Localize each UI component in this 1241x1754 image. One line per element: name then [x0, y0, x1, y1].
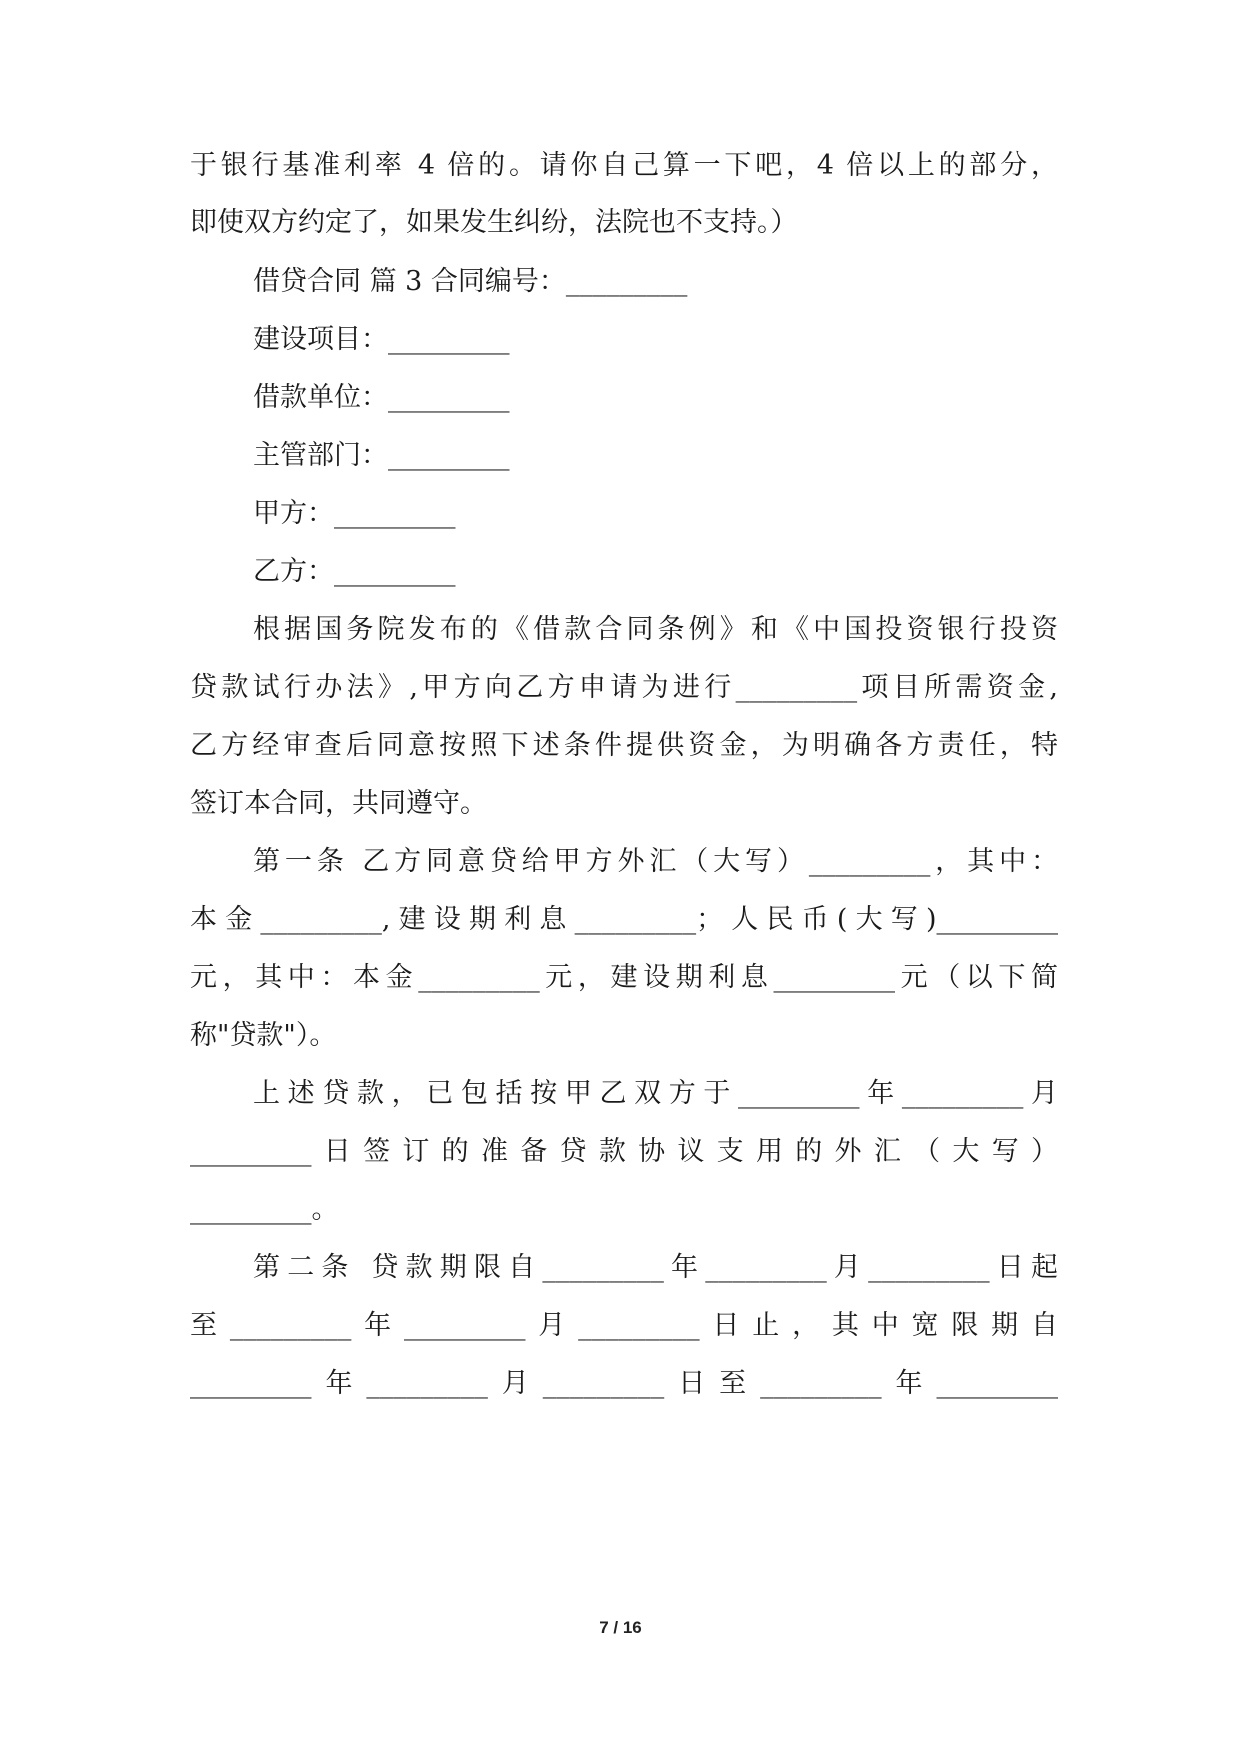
text-line: 即使双方约定了，如果发生纠纷，法院也不支持。） [190, 207, 798, 238]
text-line: 称"贷款"）。 [190, 1020, 337, 1051]
text-line: _________。 [190, 1194, 339, 1225]
field-party-b: 乙方：_________ [253, 556, 456, 587]
field-party-a: 甲方：_________ [253, 498, 456, 529]
text-line: 至_________年_________月_________日止，其中宽限期自 [190, 1310, 1058, 1341]
article-one: 第一条 乙方同意贷给甲方外汇（大写）_________，其中： [253, 846, 1058, 877]
article-two: 第二条 贷款期限自_________年_________月_________日起 [253, 1252, 1058, 1283]
field-construction-project: 建设项目：_________ [253, 324, 510, 355]
field-borrowing-unit: 借款单位：_________ [253, 382, 510, 413]
text-line: 根据国务院发布的《借款合同条例》和《中国投资银行投资 [253, 614, 1058, 645]
text-line: 元，其中：本金_________元，建设期利息_________元（以下简 [190, 962, 1058, 993]
text-line: 上述贷款，已包括按甲乙双方于_________年_________月 [253, 1078, 1058, 1109]
text-line: 本金_________,建设期利息_________；人民币(大写)_________ [190, 904, 1058, 935]
text-line: 签订本合同，共同遵守。 [190, 788, 487, 819]
contract-heading: 借贷合同 篇 3 合同编号：_________ [253, 266, 688, 297]
page-number: 7 / 16 [599, 1618, 642, 1637]
text-line: _________日签订的准备贷款协议支用的外汇（大写） [190, 1136, 1058, 1167]
text-line: _________年_________月_________日至_________年_________ [190, 1368, 1058, 1399]
text-line: 于银行基准利率 4 倍的。请你自己算一下吧，4 倍以上的部分， [190, 150, 1058, 181]
text-line: 贷款试行办法》,甲方向乙方申请为进行_________项目所需资金, [190, 672, 1058, 703]
text-line: 乙方经审查后同意按照下述条件提供资金，为明确各方责任，特 [190, 730, 1058, 761]
field-supervising-department: 主管部门：_________ [253, 440, 510, 471]
